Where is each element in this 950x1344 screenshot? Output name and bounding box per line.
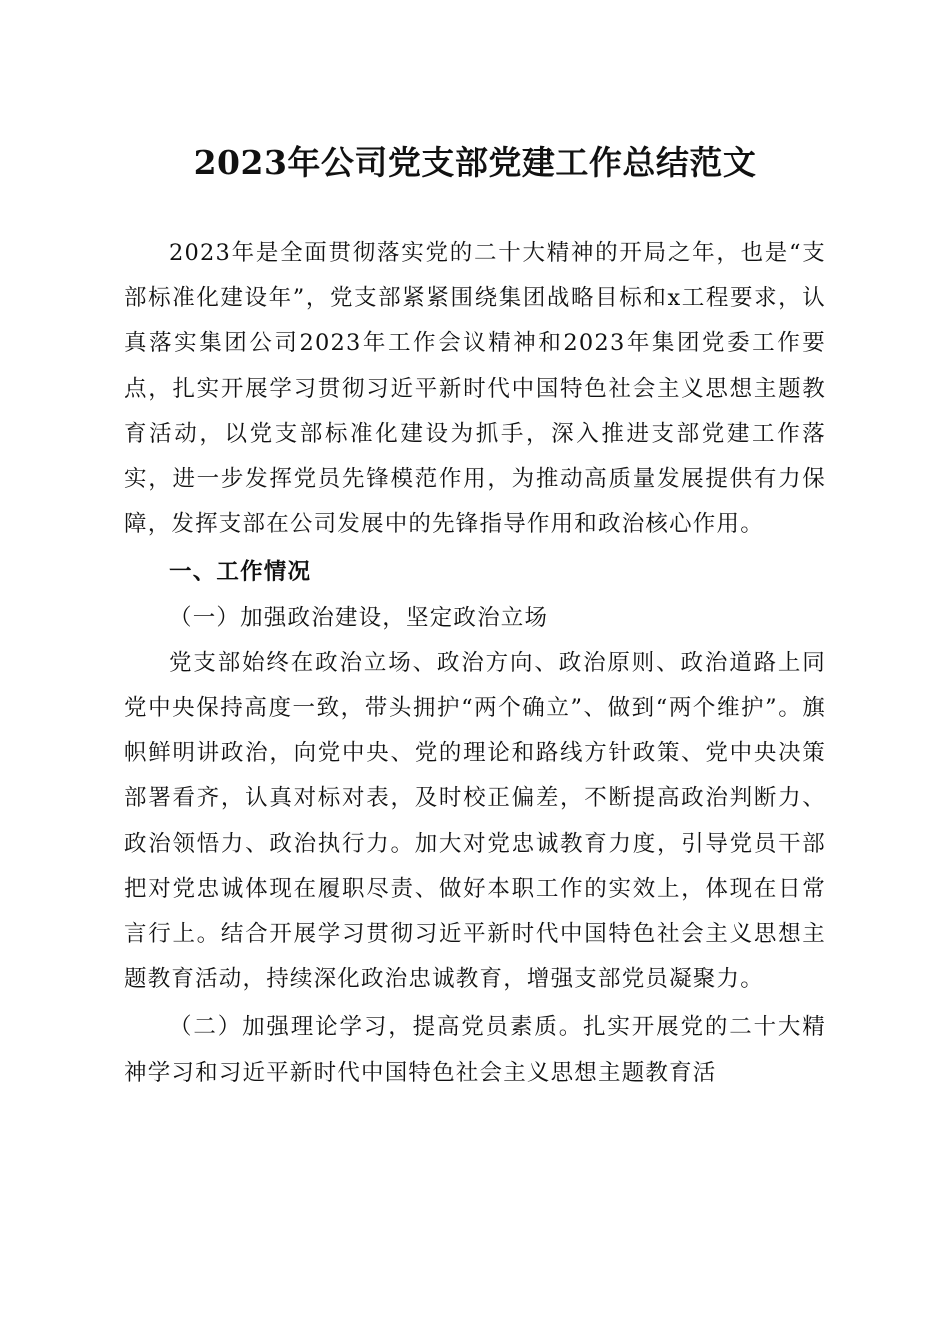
section-heading-work-status: 一、工作情况 — [169, 559, 312, 586]
subsection-text-theory-study: 扎实开展党的二十大精神学习和习近平新时代中国特色社会主义思想主题教育活 — [124, 1014, 826, 1086]
intro-paragraph: 2023年是全面贯彻落实党的二十大精神的开局之年，也是“支部标准化建设年”，党支部紧紧围绕集团战略目标和x工程要求，认真落实集团公司2023年工作会议精神和2023年集团党委工作要点，扎实开展学习贯彻习近平新时代中国特色社会主义思想主题教育活动，以党支部标准化建设为抓手，深入推进支部党建工作落实，进一步发挥党员先锋模范作用，为推动高质量发展提供有力保障，发挥支部在公司发展中的先锋指导作用和政治核心作用。 — [124, 240, 826, 538]
document-body — [124, 231, 826, 1096]
subsection-paragraph-political-building: 党支部始终在政治立场、政治方向、政治原则、政治道路上同党中央保持高度一致，带头拥护“两个确立”、做到“两个维护”。旗帜鲜明讲政治，向党中央、党的理论和路线方针政策、党中央决策部署看齐，认真对标对表，及时校正偏差，不断提高政治判断力、政治领悟力、政治执行力。加大对党忠诚教育力度，引导党员干部把对党忠诚体现在履职尽责、做好本职工作的实效上，体现在日常言行上。结合开展学习贯彻习近平新时代中国特色社会主义思想主题教育活动，持续深化政治忠诚教育，增强支部党员凝聚力。 — [124, 649, 826, 993]
subsection-heading-theory-study: （二）加强理论学习，提高党员素质。 — [169, 1014, 584, 1041]
subsection-paragraph-theory-study — [124, 1005, 826, 1095]
subsection-heading-political-building: （一）加强政治建设，坚定政治立场 — [169, 604, 549, 631]
document-title: 2023年公司党支部党建工作总结范文 — [193, 143, 757, 182]
